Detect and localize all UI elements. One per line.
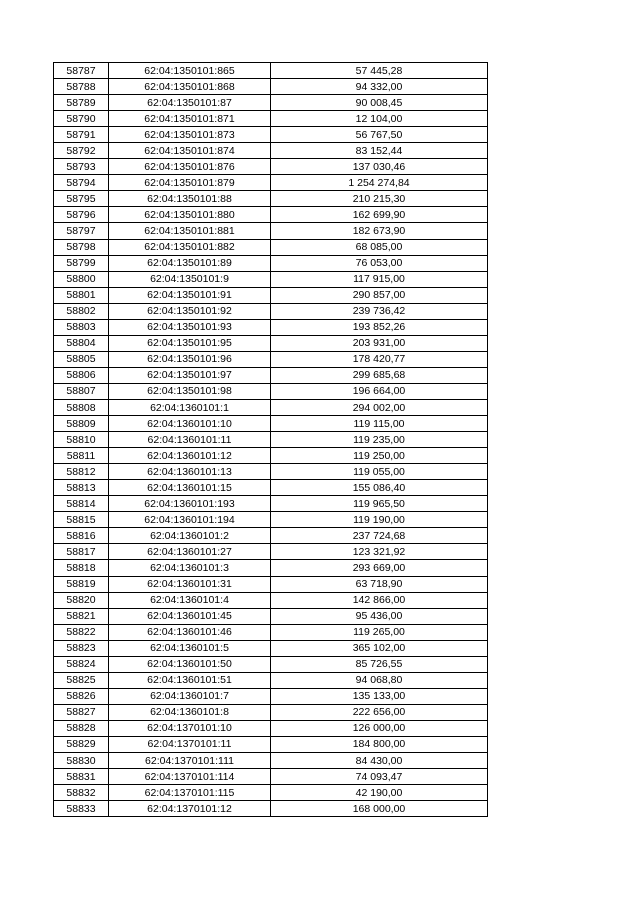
table-row <box>54 640 488 656</box>
cadastral-value-cell: 119 965,50 <box>271 496 488 512</box>
row-number-cell: 58805 <box>54 351 109 367</box>
cadastral-value-cell: 94 068,80 <box>271 672 488 688</box>
table-row <box>54 464 488 480</box>
table-row <box>54 271 488 287</box>
row-number-cell: 58820 <box>54 592 109 608</box>
cadastral-value-cell: 293 669,00 <box>271 560 488 576</box>
cadastral-number-cell: 62:04:1360101:1 <box>109 399 271 415</box>
cadastral-value-cell: 119 265,00 <box>271 624 488 640</box>
cadastral-number-cell: 62:04:1360101:193 <box>109 496 271 512</box>
table-row <box>54 512 488 528</box>
cadastral-number-cell: 62:04:1360101:3 <box>109 560 271 576</box>
cadastral-value-cell: 155 086,40 <box>271 480 488 496</box>
row-number-cell: 58831 <box>54 769 109 785</box>
cadastral-number-cell: 62:04:1370101:114 <box>109 769 271 785</box>
cadastral-number-cell: 62:04:1360101:5 <box>109 640 271 656</box>
row-number-cell: 58827 <box>54 704 109 720</box>
cadastral-number-cell: 62:04:1360101:12 <box>109 448 271 464</box>
table-row <box>54 416 488 432</box>
row-number-cell: 58826 <box>54 688 109 704</box>
table-row <box>54 592 488 608</box>
row-number-cell: 58829 <box>54 736 109 752</box>
cadastral-number-cell: 62:04:1360101:46 <box>109 624 271 640</box>
cadastral-value-cell: 182 673,90 <box>271 223 488 239</box>
table-row <box>54 720 488 736</box>
table-row <box>54 560 488 576</box>
table-row <box>54 656 488 672</box>
cadastral-value-cell: 239 736,42 <box>271 303 488 319</box>
cadastral-value-cell: 63 718,90 <box>271 576 488 592</box>
row-number-cell: 58812 <box>54 464 109 480</box>
cadastral-value-cell: 210 215,30 <box>271 191 488 207</box>
row-number-cell: 58799 <box>54 255 109 271</box>
cadastral-number-cell: 62:04:1350101:91 <box>109 287 271 303</box>
table-body <box>54 63 488 817</box>
row-number-cell: 58817 <box>54 544 109 560</box>
cadastral-value-cell: 290 857,00 <box>271 287 488 303</box>
table-row <box>54 63 488 79</box>
row-number-cell: 58796 <box>54 207 109 223</box>
table-row <box>54 801 488 817</box>
cadastral-value-cell: 123 321,92 <box>271 544 488 560</box>
row-number-cell: 58794 <box>54 175 109 191</box>
cadastral-value-cell: 119 190,00 <box>271 512 488 528</box>
cadastral-value-cell: 126 000,00 <box>271 720 488 736</box>
cadastral-number-cell: 62:04:1350101:96 <box>109 351 271 367</box>
cadastral-value-cell: 237 724,68 <box>271 528 488 544</box>
cadastral-value-cell: 142 866,00 <box>271 592 488 608</box>
cadastral-value-cell: 299 685,68 <box>271 367 488 383</box>
table-row <box>54 367 488 383</box>
table-row <box>54 95 488 111</box>
row-number-cell: 58811 <box>54 448 109 464</box>
row-number-cell: 58809 <box>54 416 109 432</box>
table-row <box>54 111 488 127</box>
table-row <box>54 753 488 769</box>
cadastral-value-cell: 222 656,00 <box>271 704 488 720</box>
table-row <box>54 351 488 367</box>
table-row <box>54 79 488 95</box>
cadastral-number-cell: 62:04:1360101:7 <box>109 688 271 704</box>
table-row <box>54 736 488 752</box>
cadastral-value-cell: 85 726,55 <box>271 656 488 672</box>
cadastral-number-cell: 62:04:1350101:874 <box>109 143 271 159</box>
cadastral-number-cell: 62:04:1360101:50 <box>109 656 271 672</box>
table-row <box>54 239 488 255</box>
cadastral-value-cell: 12 104,00 <box>271 111 488 127</box>
cadastral-number-cell: 62:04:1360101:194 <box>109 512 271 528</box>
table-row <box>54 432 488 448</box>
cadastral-value-cell: 117 915,00 <box>271 271 488 287</box>
table-row <box>54 191 488 207</box>
row-number-cell: 58823 <box>54 640 109 656</box>
cadastral-value-cell: 135 133,00 <box>271 688 488 704</box>
cadastral-value-cell: 119 055,00 <box>271 464 488 480</box>
row-number-cell: 58806 <box>54 367 109 383</box>
cadastral-value-cell: 178 420,77 <box>271 351 488 367</box>
table-row <box>54 287 488 303</box>
cadastral-number-cell: 62:04:1350101:87 <box>109 95 271 111</box>
cadastral-number-cell: 62:04:1360101:15 <box>109 480 271 496</box>
cadastral-value-cell: 203 931,00 <box>271 335 488 351</box>
table-row <box>54 576 488 592</box>
row-number-cell: 58792 <box>54 143 109 159</box>
cadastral-value-cell: 119 250,00 <box>271 448 488 464</box>
cadastral-number-cell: 62:04:1370101:10 <box>109 720 271 736</box>
cadastral-number-cell: 62:04:1360101:31 <box>109 576 271 592</box>
cadastral-value-cell: 57 445,28 <box>271 63 488 79</box>
cadastral-value-cell: 56 767,50 <box>271 127 488 143</box>
table-row <box>54 544 488 560</box>
cadastral-number-cell: 62:04:1370101:115 <box>109 785 271 801</box>
row-number-cell: 58798 <box>54 239 109 255</box>
cadastral-number-cell: 62:04:1350101:92 <box>109 303 271 319</box>
cadastral-value-cell: 184 800,00 <box>271 736 488 752</box>
row-number-cell: 58822 <box>54 624 109 640</box>
row-number-cell: 58825 <box>54 672 109 688</box>
row-number-cell: 58793 <box>54 159 109 175</box>
row-number-cell: 58818 <box>54 560 109 576</box>
cadastral-value-cell: 365 102,00 <box>271 640 488 656</box>
row-number-cell: 58803 <box>54 319 109 335</box>
row-number-cell: 58791 <box>54 127 109 143</box>
table-row <box>54 785 488 801</box>
cadastral-number-cell: 62:04:1360101:2 <box>109 528 271 544</box>
table-row <box>54 127 488 143</box>
row-number-cell: 58816 <box>54 528 109 544</box>
cadastral-number-cell: 62:04:1350101:89 <box>109 255 271 271</box>
cadastral-value-cell: 196 664,00 <box>271 383 488 399</box>
table-row <box>54 399 488 415</box>
cadastral-number-cell: 62:04:1360101:13 <box>109 464 271 480</box>
cadastral-value-cell: 137 030,46 <box>271 159 488 175</box>
row-number-cell: 58800 <box>54 271 109 287</box>
cadastral-value-cell: 68 085,00 <box>271 239 488 255</box>
cadastral-value-cell: 76 053,00 <box>271 255 488 271</box>
cadastral-number-cell: 62:04:1350101:881 <box>109 223 271 239</box>
row-number-cell: 58802 <box>54 303 109 319</box>
table-row <box>54 624 488 640</box>
table-row <box>54 383 488 399</box>
cadastral-number-cell: 62:04:1360101:45 <box>109 608 271 624</box>
cadastral-value-cell: 294 002,00 <box>271 399 488 415</box>
cadastral-value-cell: 193 852,26 <box>271 319 488 335</box>
row-number-cell: 58815 <box>54 512 109 528</box>
table-row <box>54 303 488 319</box>
cadastral-number-cell: 62:04:1350101:873 <box>109 127 271 143</box>
cadastral-value-cell: 90 008,45 <box>271 95 488 111</box>
cadastral-number-cell: 62:04:1350101:882 <box>109 239 271 255</box>
cadastral-number-cell: 62:04:1350101:9 <box>109 271 271 287</box>
cadastral-number-cell: 62:04:1350101:98 <box>109 383 271 399</box>
table-row <box>54 319 488 335</box>
table-row <box>54 688 488 704</box>
cadastral-value-cell: 42 190,00 <box>271 785 488 801</box>
cadastral-value-cell: 119 115,00 <box>271 416 488 432</box>
table-row <box>54 528 488 544</box>
table-row <box>54 769 488 785</box>
cadastral-number-cell: 62:04:1370101:12 <box>109 801 271 817</box>
cadastral-value-cell: 83 152,44 <box>271 143 488 159</box>
table-row <box>54 480 488 496</box>
table-row <box>54 496 488 512</box>
row-number-cell: 58813 <box>54 480 109 496</box>
cadastral-number-cell: 62:04:1360101:51 <box>109 672 271 688</box>
cadastral-value-cell: 119 235,00 <box>271 432 488 448</box>
cadastral-number-cell: 62:04:1350101:879 <box>109 175 271 191</box>
row-number-cell: 58828 <box>54 720 109 736</box>
row-number-cell: 58810 <box>54 432 109 448</box>
cadastral-number-cell: 62:04:1350101:868 <box>109 79 271 95</box>
table-row <box>54 448 488 464</box>
cadastral-number-cell: 62:04:1350101:97 <box>109 367 271 383</box>
table-row <box>54 704 488 720</box>
cadastral-number-cell: 62:04:1360101:11 <box>109 432 271 448</box>
cadastral-number-cell: 62:04:1350101:88 <box>109 191 271 207</box>
row-number-cell: 58824 <box>54 656 109 672</box>
row-number-cell: 58821 <box>54 608 109 624</box>
row-number-cell: 58819 <box>54 576 109 592</box>
row-number-cell: 58833 <box>54 801 109 817</box>
row-number-cell: 58832 <box>54 785 109 801</box>
table-row <box>54 223 488 239</box>
cadastral-number-cell: 62:04:1360101:27 <box>109 544 271 560</box>
table-row <box>54 672 488 688</box>
cadastral-number-cell: 62:04:1360101:4 <box>109 592 271 608</box>
table-row <box>54 207 488 223</box>
row-number-cell: 58830 <box>54 753 109 769</box>
cadastral-value-cell: 1 254 274,84 <box>271 175 488 191</box>
cadastral-number-cell: 62:04:1370101:111 <box>109 753 271 769</box>
row-number-cell: 58795 <box>54 191 109 207</box>
row-number-cell: 58808 <box>54 399 109 415</box>
cadastral-number-cell: 62:04:1350101:95 <box>109 335 271 351</box>
row-number-cell: 58797 <box>54 223 109 239</box>
cadastral-value-cell: 168 000,00 <box>271 801 488 817</box>
cadastral-value-cell: 162 699,90 <box>271 207 488 223</box>
row-number-cell: 58804 <box>54 335 109 351</box>
cadastral-number-cell: 62:04:1350101:876 <box>109 159 271 175</box>
cadastral-value-table <box>53 62 488 817</box>
cadastral-value-cell: 74 093,47 <box>271 769 488 785</box>
table-row <box>54 335 488 351</box>
cadastral-value-cell: 84 430,00 <box>271 753 488 769</box>
table-row <box>54 175 488 191</box>
cadastral-value-cell: 95 436,00 <box>271 608 488 624</box>
table-row <box>54 255 488 271</box>
cadastral-number-cell: 62:04:1350101:865 <box>109 63 271 79</box>
row-number-cell: 58788 <box>54 79 109 95</box>
cadastral-number-cell: 62:04:1350101:871 <box>109 111 271 127</box>
cadastral-value-cell: 94 332,00 <box>271 79 488 95</box>
table-row <box>54 143 488 159</box>
cadastral-number-cell: 62:04:1360101:8 <box>109 704 271 720</box>
row-number-cell: 58807 <box>54 383 109 399</box>
cadastral-number-cell: 62:04:1350101:880 <box>109 207 271 223</box>
row-number-cell: 58789 <box>54 95 109 111</box>
row-number-cell: 58801 <box>54 287 109 303</box>
cadastral-number-cell: 62:04:1370101:11 <box>109 736 271 752</box>
row-number-cell: 58787 <box>54 63 109 79</box>
cadastral-number-cell: 62:04:1360101:10 <box>109 416 271 432</box>
cadastral-number-cell: 62:04:1350101:93 <box>109 319 271 335</box>
row-number-cell: 58790 <box>54 111 109 127</box>
row-number-cell: 58814 <box>54 496 109 512</box>
table-row <box>54 608 488 624</box>
table-row <box>54 159 488 175</box>
